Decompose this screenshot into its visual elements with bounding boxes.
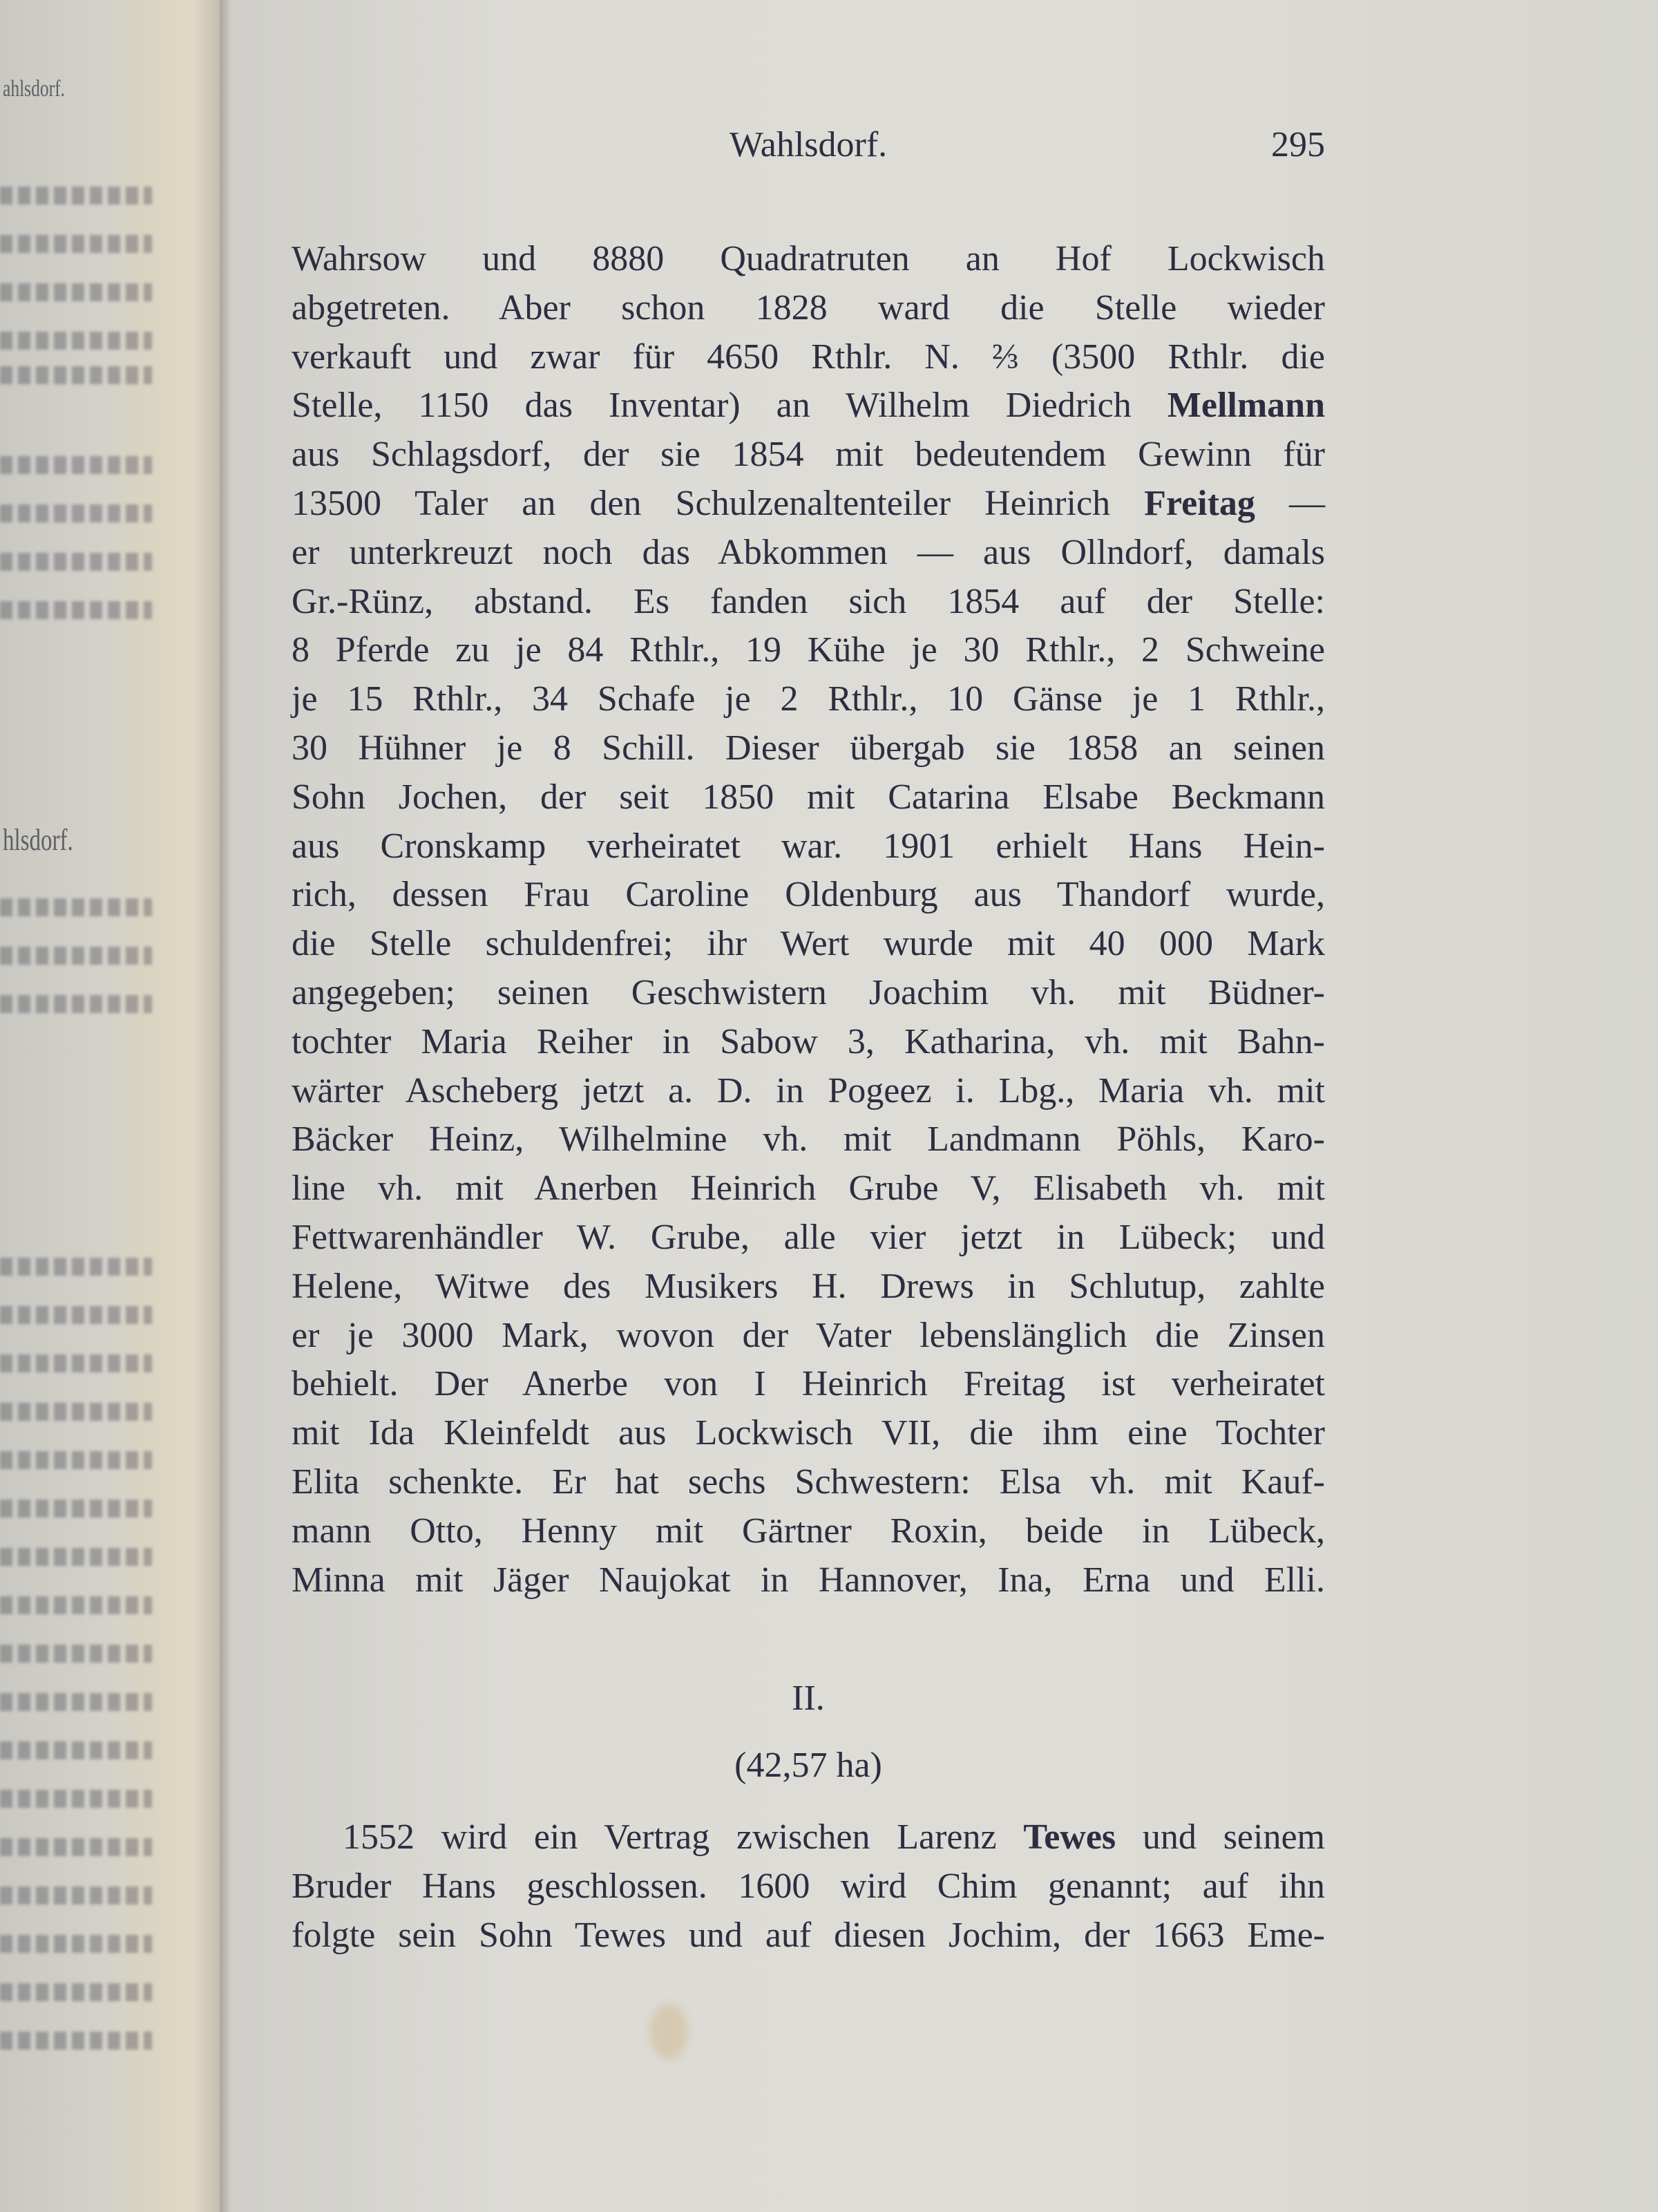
- text-line: [292, 1067, 1325, 1116]
- left-page-text: [0, 1645, 152, 1663]
- text-line: [292, 1409, 1325, 1458]
- left-page-text: [0, 1354, 152, 1372]
- text-line: [292, 381, 1325, 431]
- text-segment: wärter Ascheberg jetzt a. D. in Pogeez i. Lbg., Maria vh. mit: [292, 1070, 1325, 1110]
- text-segment: je 15 Rthlr., 34 Schafe je 2 Rthlr., 10 Gänse je 1 Rthlr.,: [292, 679, 1325, 719]
- text-line: [292, 431, 1325, 480]
- text-segment: Sohn Jochen, der seit 1850 mit Catarina Elsabe Beckmann: [292, 777, 1325, 817]
- text-line: [292, 284, 1325, 333]
- text-segment: verkauft und zwar für 4650 Rthlr. N. ⅔ (3500 Rthlr. die: [292, 337, 1325, 377]
- text-segment: tochter Maria Reiher in Sabow 3, Katharina, vh. mit Bahn-: [292, 1021, 1325, 1061]
- left-page-text: [0, 1838, 152, 1856]
- text-line: [292, 333, 1325, 382]
- left-page-text: [0, 332, 152, 350]
- left-page-text: [0, 1935, 152, 1953]
- left-page-header-fragment: ahlsdorf.: [3, 76, 65, 102]
- text-line: [292, 871, 1325, 920]
- text-line: [292, 1507, 1325, 1556]
- text-line: [292, 1360, 1325, 1409]
- text-line: [292, 235, 1325, 284]
- section-area: (42,57 ha): [734, 1746, 882, 1785]
- bold-name: Tewes: [1023, 1817, 1116, 1857]
- text-segment: abgetreten. Aber schon 1828 ward die Stelle wieder: [292, 287, 1325, 328]
- left-page-text: [0, 1596, 152, 1614]
- text-line: [292, 1556, 1325, 1605]
- text-line: [292, 724, 1325, 773]
- left-page-text: [0, 1983, 152, 2001]
- left-page-text: [0, 187, 152, 205]
- text-line: [292, 1458, 1325, 1507]
- section-numeral: II.: [792, 1679, 825, 1718]
- left-page-text: [0, 553, 152, 571]
- text-segment: angegeben; seinen Geschwistern Joachim vh. mit Büdner-: [292, 972, 1325, 1012]
- text-line: [292, 1911, 1325, 1960]
- running-title: Wahlsdorf.: [729, 125, 888, 164]
- left-page-text: [0, 1548, 152, 1566]
- text-line: [292, 969, 1325, 1018]
- paper-stain: [649, 2004, 688, 2059]
- left-page-text: [0, 235, 152, 253]
- text-line: [292, 480, 1325, 529]
- text-line: [292, 1263, 1325, 1312]
- left-page-text: [0, 995, 152, 1013]
- text-segment: Bäcker Heinz, Wilhelmine vh. mit Landmann Pöhls, Karo-: [292, 1119, 1325, 1160]
- left-page-text: [0, 1741, 152, 1759]
- text-segment: Helene, Witwe des Musikers H. Drews in Schlutup, zahlte: [292, 1266, 1325, 1306]
- page-number: 295: [1271, 125, 1325, 164]
- text-segment: mann Otto, Henny mit Gärtner Roxin, beide in Lübeck,: [292, 1511, 1325, 1551]
- text-line: [292, 578, 1325, 627]
- text-line: [292, 920, 1325, 969]
- bold-name: Freitag: [1144, 483, 1255, 523]
- text-line: [292, 529, 1325, 578]
- left-page-text: [0, 601, 152, 619]
- left-page-text: [0, 1887, 152, 1904]
- text-segment: rich, dessen Frau Caroline Oldenburg aus Thandorf wurde,: [292, 875, 1325, 915]
- left-page-heading-fragment: hlsdorf.: [3, 823, 73, 857]
- text-line: [292, 1813, 1325, 1862]
- text-segment: er je 3000 Mark, wovon der Vater lebenslänglich die Zinsen: [292, 1315, 1325, 1355]
- text-segment: 13500 Taler an den Schulzenaltenteiler Heinrich: [292, 483, 1145, 523]
- left-page: [0, 0, 228, 2212]
- text-line: [292, 773, 1325, 822]
- text-segment: Gr.-Rünz, abstand. Es fanden sich 1854 auf der Stelle:: [292, 581, 1325, 621]
- text-segment: Wahrsow und 8880 Quadratruten an Hof Lockwisch: [292, 239, 1325, 278]
- text-line: [292, 1862, 1325, 1911]
- text-segment: aus Schlagsdorf, der sie 1854 mit bedeutendem Gewinn für: [292, 435, 1325, 475]
- text-line: [292, 1213, 1325, 1263]
- left-page-text: [0, 2032, 152, 2050]
- text-line: [292, 626, 1325, 675]
- left-page-text: [0, 1790, 152, 1808]
- text-segment: Fettwarenhändler W. Grube, alle vier jetzt in Lübeck; und: [292, 1217, 1325, 1257]
- left-page-text: [0, 504, 152, 522]
- text-line: [292, 1018, 1325, 1067]
- running-header: [292, 124, 1325, 173]
- left-page-text: [0, 1403, 152, 1421]
- text-segment: die Stelle schuldenfrei; ihr Wert wurde mit 40 000 Mark: [292, 924, 1325, 964]
- left-page-text: [0, 947, 152, 965]
- text-segment: er unterkreuzt noch das Abkommen — aus Ollndorf, damals: [292, 532, 1325, 572]
- text-segment: 30 Hühner je 8 Schill. Dieser übergab sie 1858 an seinen: [292, 728, 1325, 768]
- text-segment: Elita schenkte. Er hat sechs Schwestern: Elsa vh. mit Kauf-: [292, 1462, 1325, 1502]
- left-page-text: [0, 366, 152, 384]
- text-line: [292, 1312, 1325, 1361]
- text-segment: Minna mit Jäger Naujokat in Hannover, Ina, Erna und Elli.: [292, 1560, 1325, 1600]
- left-page-text: [0, 1693, 152, 1711]
- paragraph-1: [292, 235, 1325, 1605]
- text-segment: folgte sein Sohn Tewes und auf diesen Jochim, der 1663 Eme-: [292, 1915, 1325, 1955]
- text-segment: line vh. mit Anerben Heinrich Grube V, Elisabeth vh. mit: [292, 1169, 1325, 1209]
- left-page-text: [0, 1500, 152, 1518]
- bold-name: Mellmann: [1167, 386, 1325, 426]
- text-line: [292, 1115, 1325, 1164]
- left-page-text: [0, 1306, 152, 1324]
- left-page-text: [0, 1258, 152, 1276]
- left-page-text: [0, 456, 152, 474]
- text-line: [292, 1164, 1325, 1213]
- text-segment: —: [1255, 483, 1326, 523]
- text-segment: behielt. Der Anerbe von I Heinrich Freitag ist verheiratet: [292, 1364, 1325, 1404]
- text-segment: Bruder Hans geschlossen. 1600 wird Chim genannt; auf ihn: [292, 1866, 1325, 1906]
- text-segment: mit Ida Kleinfeldt aus Lockwisch VII, die ihm eine Tochter: [292, 1413, 1325, 1453]
- left-page-text: [0, 283, 152, 301]
- text-segment: 8 Pferde zu je 84 Rthlr., 19 Kühe je 30 Rthlr., 2 Schweine: [292, 630, 1325, 670]
- left-page-text: [0, 898, 152, 916]
- book-gutter: [220, 0, 231, 2212]
- text-segment: 1552 wird ein Vertrag zwischen Larenz: [343, 1817, 1024, 1857]
- text-segment: Stelle, 1150 das Inventar) an Wilhelm Diedrich: [292, 386, 1168, 426]
- text-segment: und seinem: [1116, 1817, 1325, 1857]
- text-line: [292, 675, 1325, 724]
- text-line: [292, 822, 1325, 871]
- left-page-text: [0, 1451, 152, 1469]
- text-segment: aus Cronskamp verheiratet war. 1901 erhielt Hans Hein-: [292, 826, 1325, 866]
- paragraph-2: [292, 1813, 1325, 1960]
